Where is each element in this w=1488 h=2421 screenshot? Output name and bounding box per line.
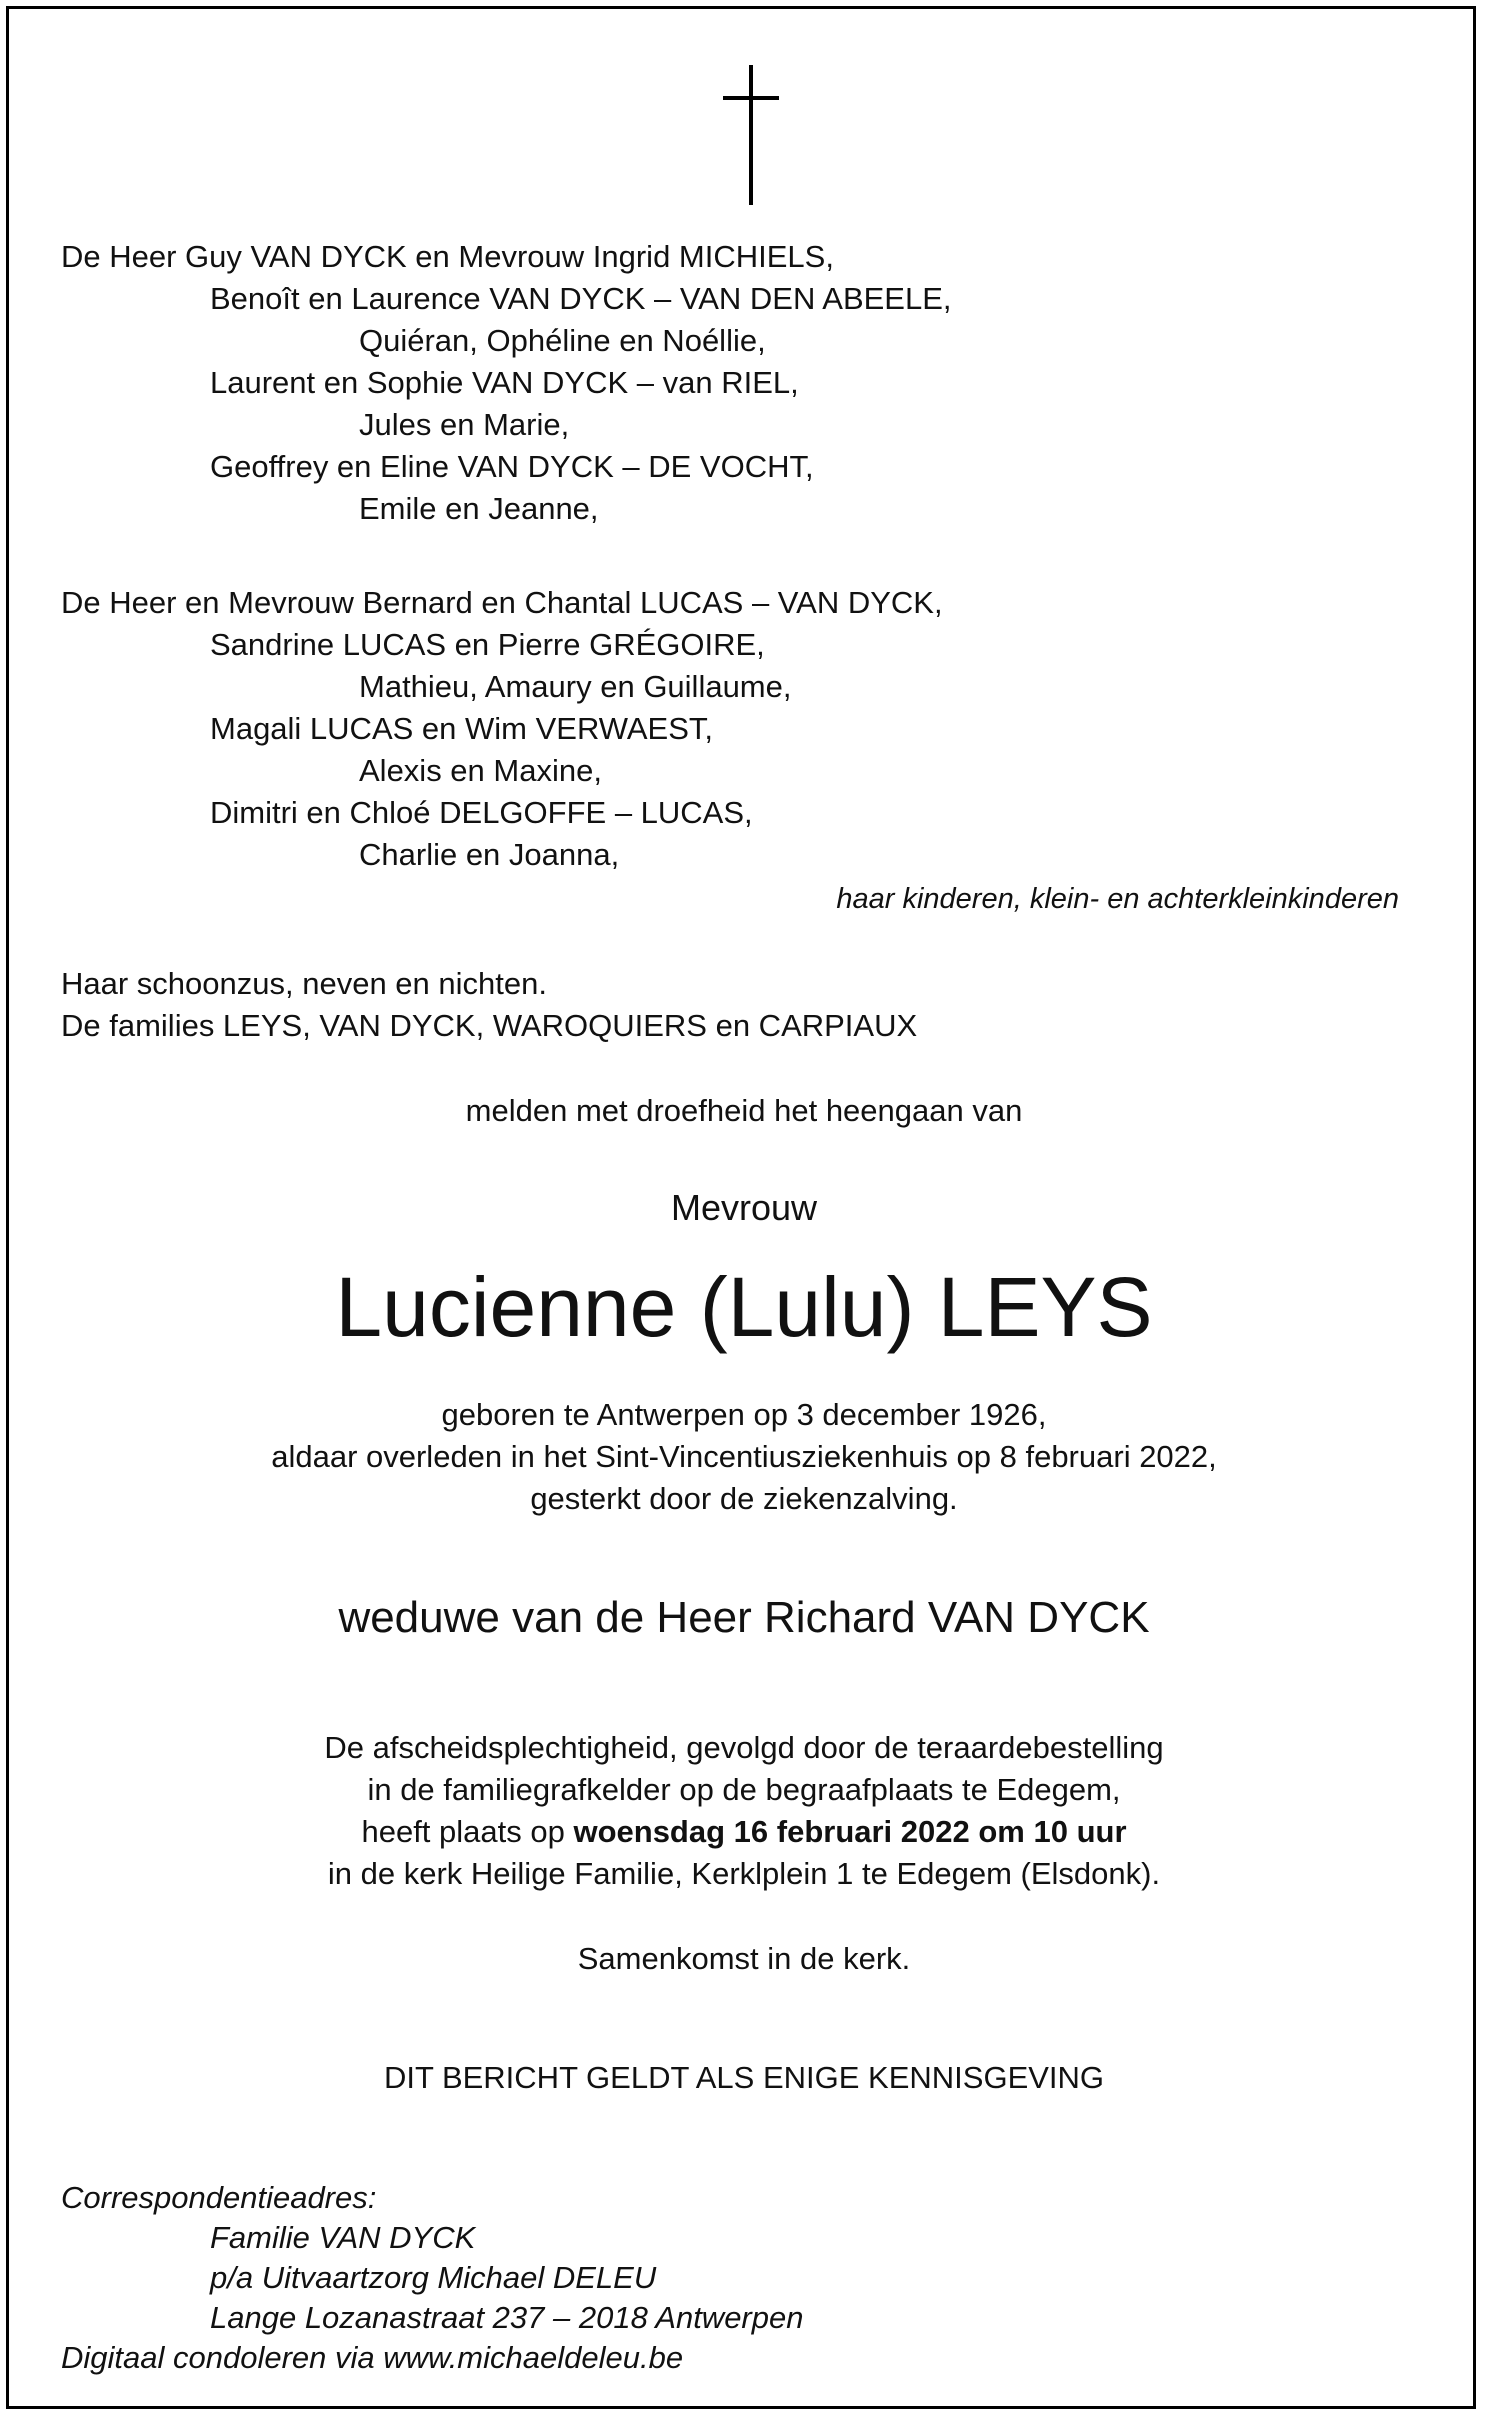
ceremony-line: in de familiegrafkelder op de begraafplaats te Edegem, <box>367 1772 1121 1807</box>
family-line: Magali LUCAS en Wim VERWAEST, <box>210 711 714 746</box>
life-detail: aldaar overleden in het Sint-Vincentiusziekenhuis op 8 februari 2022, <box>271 1439 1217 1474</box>
family-line: Sandrine LUCAS en Pierre GRÉGOIRE, <box>210 627 765 662</box>
announcement: melden met droefheid het heengaan van <box>465 1093 1023 1128</box>
life-detail: geboren te Antwerpen op 3 december 1926, <box>441 1397 1047 1432</box>
family-line: De Heer Guy VAN DYCK en Mevrouw Ingrid MICHIELS, <box>61 239 834 274</box>
family-line: Charlie en Joanna, <box>359 837 620 872</box>
other-family-line: De families LEYS, VAN DYCK, WAROQUIERS en CARPIAUX <box>61 1008 918 1043</box>
correspondence-line: Lange Lozanastraat 237 – 2018 Antwerpen <box>210 2300 804 2335</box>
ceremony-date: woensdag 16 februari 2022 om 10 uur <box>573 1814 1127 1849</box>
ceremony-line: De afscheidsplechtigheid, gevolgd door de teraardebestelling <box>324 1730 1164 1765</box>
ceremony-prefix: heeft plaats op <box>361 1814 574 1849</box>
life-detail: gesterkt door de ziekenzalving. <box>530 1481 958 1516</box>
gathering: Samenkomst in de kerk. <box>577 1941 911 1976</box>
correspondence-label: Correspondentieadres: <box>61 2180 377 2215</box>
other-family-line: Haar schoonzus, neven en nichten. <box>61 966 547 1001</box>
family-line: Mathieu, Amaury en Guillaume, <box>359 669 792 704</box>
notice: DIT BERICHT GELDT ALS ENIGE KENNISGEVING <box>383 2060 1105 2095</box>
correspondence-line: Familie VAN DYCK <box>210 2220 476 2255</box>
ceremony-line: in de kerk Heilige Familie, Kerklplein 1 te Edegem (Elsdonk). <box>327 1856 1161 1891</box>
deceased-title: Mevrouw <box>670 1187 818 1228</box>
obituary-card <box>6 6 1476 2409</box>
family-line: Quiéran, Ophéline en Noéllie, <box>359 323 766 358</box>
family-line: Alexis en Maxine, <box>359 753 602 788</box>
relation-note: haar kinderen, klein- en achterkleinkinderen <box>836 883 1399 915</box>
cross-icon <box>723 65 779 205</box>
family-line: Geoffrey en Eline VAN DYCK – DE VOCHT, <box>210 449 814 484</box>
correspondence-line: p/a Uitvaartzorg Michael DELEU <box>210 2260 657 2295</box>
family-line: Dimitri en Chloé DELGOFFE – LUCAS, <box>210 795 753 830</box>
condolence-link[interactable]: Digitaal condoleren via www.michaeldeleu.be <box>61 2340 684 2375</box>
family-line: De Heer en Mevrouw Bernard en Chantal LUCAS – VAN DYCK, <box>61 585 943 620</box>
family-line: Emile en Jeanne, <box>359 491 599 526</box>
deceased-name: Lucienne (Lulu) LEYS <box>335 1260 1153 1354</box>
widow-of: weduwe van de Heer Richard VAN DYCK <box>338 1593 1150 1642</box>
family-line: Laurent en Sophie VAN DYCK – van RIEL, <box>210 365 799 400</box>
family-line: Jules en Marie, <box>359 407 570 442</box>
family-line: Benoît en Laurence VAN DYCK – VAN DEN ABEELE, <box>210 281 952 316</box>
ceremony-line <box>9 1811 1479 1853</box>
